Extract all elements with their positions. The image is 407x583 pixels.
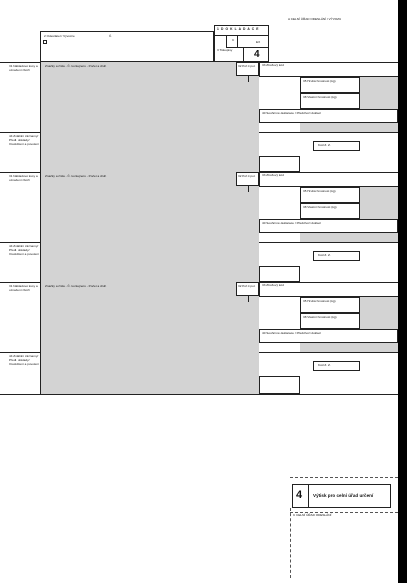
item3-field32-stub: [248, 296, 249, 302]
item3-kod-label: Kód Z. Z.: [318, 363, 331, 367]
item1-field40-box: [259, 109, 398, 123]
item1-description-area: [40, 62, 259, 132]
item3-description-label: Značky a čísla - Č. kontejneru - Počet a druh: [45, 284, 107, 288]
item3-field44-label: 44 Zvláštní záznamy/ Předl. doklady/ Osvědčení a povolení: [9, 354, 39, 366]
item2-description-label: Značky a čísla - Č. kontejneru - Počet a druh: [45, 174, 107, 178]
footer-top-dash: [290, 477, 398, 478]
item1-field31-label: 31 Nákladové kusy a označení zboží: [9, 64, 38, 72]
item3-field35-box: [300, 297, 360, 313]
forms-label: 3 Tiskopisy: [217, 48, 233, 52]
item1-kod-box: [313, 141, 360, 151]
footer-copy-box: [292, 484, 391, 508]
item2-field32-box: [236, 172, 259, 186]
item2-field40-label: 40 Souhrnné deklarace / Předchozí doklad: [262, 221, 321, 225]
item3-field40-label: 40 Souhrnné deklarace / Předchozí doklad: [262, 331, 321, 335]
item3-field40-box: [259, 329, 398, 343]
item3-field38-label: 38 Vlastní hmotnost (kg): [303, 315, 337, 319]
item1-field32-box: [236, 62, 259, 76]
item1-field35-box: [300, 77, 360, 93]
item2-field44-area: [40, 242, 259, 282]
footer-left-dash: [290, 508, 291, 578]
item2-field32-stub: [248, 186, 249, 192]
item2-field38-box: [300, 203, 360, 219]
item3-field44-area: [40, 352, 259, 394]
item1-field44-area: [40, 132, 259, 172]
item1-field33-label: 33 Zbožový kód: [262, 63, 284, 67]
item3-description-area: [40, 282, 259, 352]
item1-field38-label: 38 Vlastní hmotnost (kg): [303, 95, 337, 99]
item2-kod-value: [259, 266, 300, 282]
footer-copy-number: 4: [296, 489, 303, 501]
item3-field32-label: 32 Poř.č.pol.: [238, 284, 256, 288]
item1-field38-box: [300, 93, 360, 109]
item2-field33-box: [259, 172, 398, 187]
copy-number: 4: [254, 49, 260, 60]
item3-field38-box: [300, 313, 360, 329]
item3-kod-value: [259, 376, 300, 394]
item2-field35-label: 35 Hrubá hmotnost (kg): [303, 189, 336, 193]
item2-field35-box: [300, 187, 360, 203]
item2-field38-label: 38 Vlastní hmotnost (kg): [303, 205, 337, 209]
item2-kod-box: [313, 251, 360, 261]
items-left-rule: [40, 62, 41, 394]
type-box-ex: [238, 35, 269, 48]
item2-kod-label: Kód Z. Z.: [318, 253, 331, 257]
item1-field35-label: 35 Hrubá hmotnost (kg): [303, 79, 336, 83]
item1-field33-box: [259, 62, 398, 77]
consignor-checkbox[interactable]: [43, 40, 47, 44]
declaration-code-box: [214, 25, 269, 62]
item1-field32-stub: [248, 76, 249, 82]
item2-field44-label: 44 Zvláštní záznamy/ Předl. doklady/ Osvědčení a povolení: [9, 244, 39, 256]
item1-field32-label: 32 Poř.č.pol.: [238, 64, 256, 68]
item3-kod-box: [313, 361, 360, 371]
item1-description-label: Značky a čísla - Č. kontejneru - Počet a druh: [45, 64, 107, 68]
item2-field33-label: 33 Zbožový kód: [262, 173, 284, 177]
item2-field40-box: [259, 219, 398, 233]
copy-number-box: [243, 48, 269, 62]
footer-copy-title: Výtisk pro celní úřad určení: [313, 493, 374, 498]
footer-dest-office-label: C CELNÍ ÚŘAD ODESLÁNÍ: [293, 513, 332, 517]
item3-field35-label: 35 Hrubá hmotnost (kg): [303, 299, 336, 303]
item2-description-area: [40, 172, 259, 242]
box-c-label: C: [232, 38, 235, 42]
consignor-box: [40, 31, 214, 62]
consignor-number-label: Č.: [109, 34, 113, 38]
item2-field32-label: 32 Poř.č.pol.: [238, 174, 256, 178]
page-edge: [398, 0, 407, 583]
item1-field44-label: 44 Zvláštní záznamy/ Předl. doklady/ Osvědčení a povolení: [9, 134, 39, 146]
item3-field32-box: [236, 282, 259, 296]
type-box-c: [226, 35, 238, 48]
item3-field33-box: [259, 282, 398, 297]
box-ex-label: EX: [256, 40, 261, 44]
item1-kod-label: Kód Z. Z.: [318, 143, 331, 147]
footer-number-cell: [293, 485, 309, 508]
item1-kod-value: [259, 156, 300, 172]
declaration-code-label: 1 D O K L A D A C E: [217, 27, 259, 31]
item1-field40-label: 40 Souhrnné deklarace / Předchozí doklad: [262, 111, 321, 115]
consignor-label: 2 Odesílatel / Vývozce: [44, 34, 75, 38]
customs-office-label: A CELNÍ ÚŘAD ODESLÁNÍ / VÝVOZU: [288, 17, 342, 21]
item2-field31-label: 31 Nákladové kusy a označení zboží: [9, 174, 38, 182]
item3-field31-label: 31 Nákladové kusy a označení zboží: [9, 284, 38, 292]
item3-field33-label: 33 Zbožový kód: [262, 283, 284, 287]
items-bottom-rule: [0, 394, 398, 395]
